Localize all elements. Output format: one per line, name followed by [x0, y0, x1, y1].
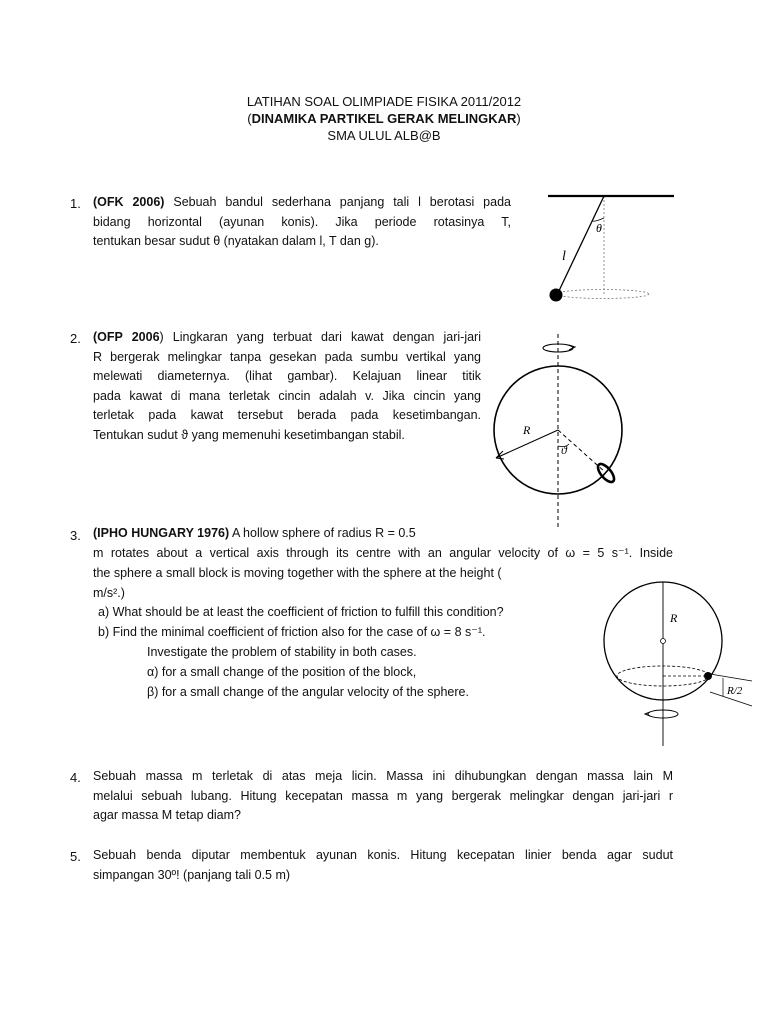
doc-title-line2: (DINAMIKA PARTIKEL GERAK MELINGKAR)	[247, 111, 521, 126]
q2-source: (OFP 2006	[93, 330, 160, 344]
q2-text: (OFP 2006) Lingkaran yang terbuat dari kawat dengan jari-jari R bergerak melingkar tanpa gesekan pada sumbu vertikal yang melewati diameternya. (lihat gambar). Kelajuan linear titik pada kawat di mana terletak cincin adalah v. Jika cincin yang terletak pada kawat tersebut berada pada kesetimbangan. Tentukan sudut ϑ yang memenuhi kesetimbangan stabil.	[93, 330, 481, 442]
q1-conical-pendulum-figure	[540, 188, 680, 308]
q3-line4: m/s².)	[93, 586, 125, 600]
q2-rotating-hoop-figure	[485, 330, 630, 530]
q3-hollow-sphere-figure	[598, 578, 766, 748]
q4-number: 4.	[70, 770, 81, 785]
q3-line3: the sphere a small block is moving together with the sphere at the height (	[93, 566, 502, 580]
q1-source: (OFK 2006)	[93, 195, 165, 209]
q3-source: (IPHO HUNGARY 1976)	[93, 526, 230, 540]
q3-radius-label: R	[670, 611, 678, 625]
doc-topic: DINAMIKA PARTIKEL GERAK MELINGKAR	[251, 111, 517, 126]
q3-item-c: Investigate the problem of stability in both cases.	[147, 645, 417, 659]
q3-item-alpha: α) for a small change of the position of the block,	[147, 665, 417, 679]
q1-text: (OFK 2006) Sebuah bandul sederhana panjang tali l berotasi pada bidang horizontal (ayunan konis). Jika periode rotasinya T, tentukan besar sudut θ (nyatakan dalam l, T dan g).	[93, 195, 511, 248]
doc-school: SMA ULUL ALB@B	[327, 128, 441, 143]
q2-number: 2.	[70, 331, 81, 346]
doc-title-line1: LATIHAN SOAL OLIMPIADE FISIKA 2011/2012	[246, 94, 522, 109]
q3-line2: m rotates about a vertical axis through its centre with an angular velocity of ω = 5 s⁻¹. Inside	[93, 546, 673, 560]
q3-number: 3.	[70, 528, 81, 543]
q3-height-label: R/2	[727, 685, 743, 697]
q3-line1: (IPHO HUNGARY 1976) A hollow sphere of radius R = 0.5	[93, 526, 416, 540]
q1-number: 1.	[70, 196, 81, 211]
q3-item-a: a) What should be at least the coefficient of friction to fulfill this condition?	[98, 605, 504, 619]
q4-text: Sebuah massa m terletak di atas meja licin. Massa ini dihubungkan dengan massa lain M melalui sebuah lubang. Hitung kecepatan massa m yang bergerak melingkar dengan jari-jari r agar massa M tetap diam?	[93, 769, 673, 822]
q5-number: 5.	[70, 849, 81, 864]
q1-l-label: l	[562, 249, 566, 264]
q2-theta-label: ϑ	[561, 443, 567, 457]
q1-theta-label: θ	[596, 221, 602, 235]
q5-text: Sebuah benda diputar membentuk ayunan konis. Hitung kecepatan linier benda agar sudut simpangan 30º! (panjang tali 0.5 m)	[93, 848, 673, 882]
q2-radius-label: R	[523, 423, 531, 437]
q3-item-beta: β) for a small change of the angular velocity of the sphere.	[147, 685, 469, 699]
q3-item-b: b) Find the minimal coefficient of friction also for the case of ω = 8 s⁻¹.	[98, 625, 486, 639]
